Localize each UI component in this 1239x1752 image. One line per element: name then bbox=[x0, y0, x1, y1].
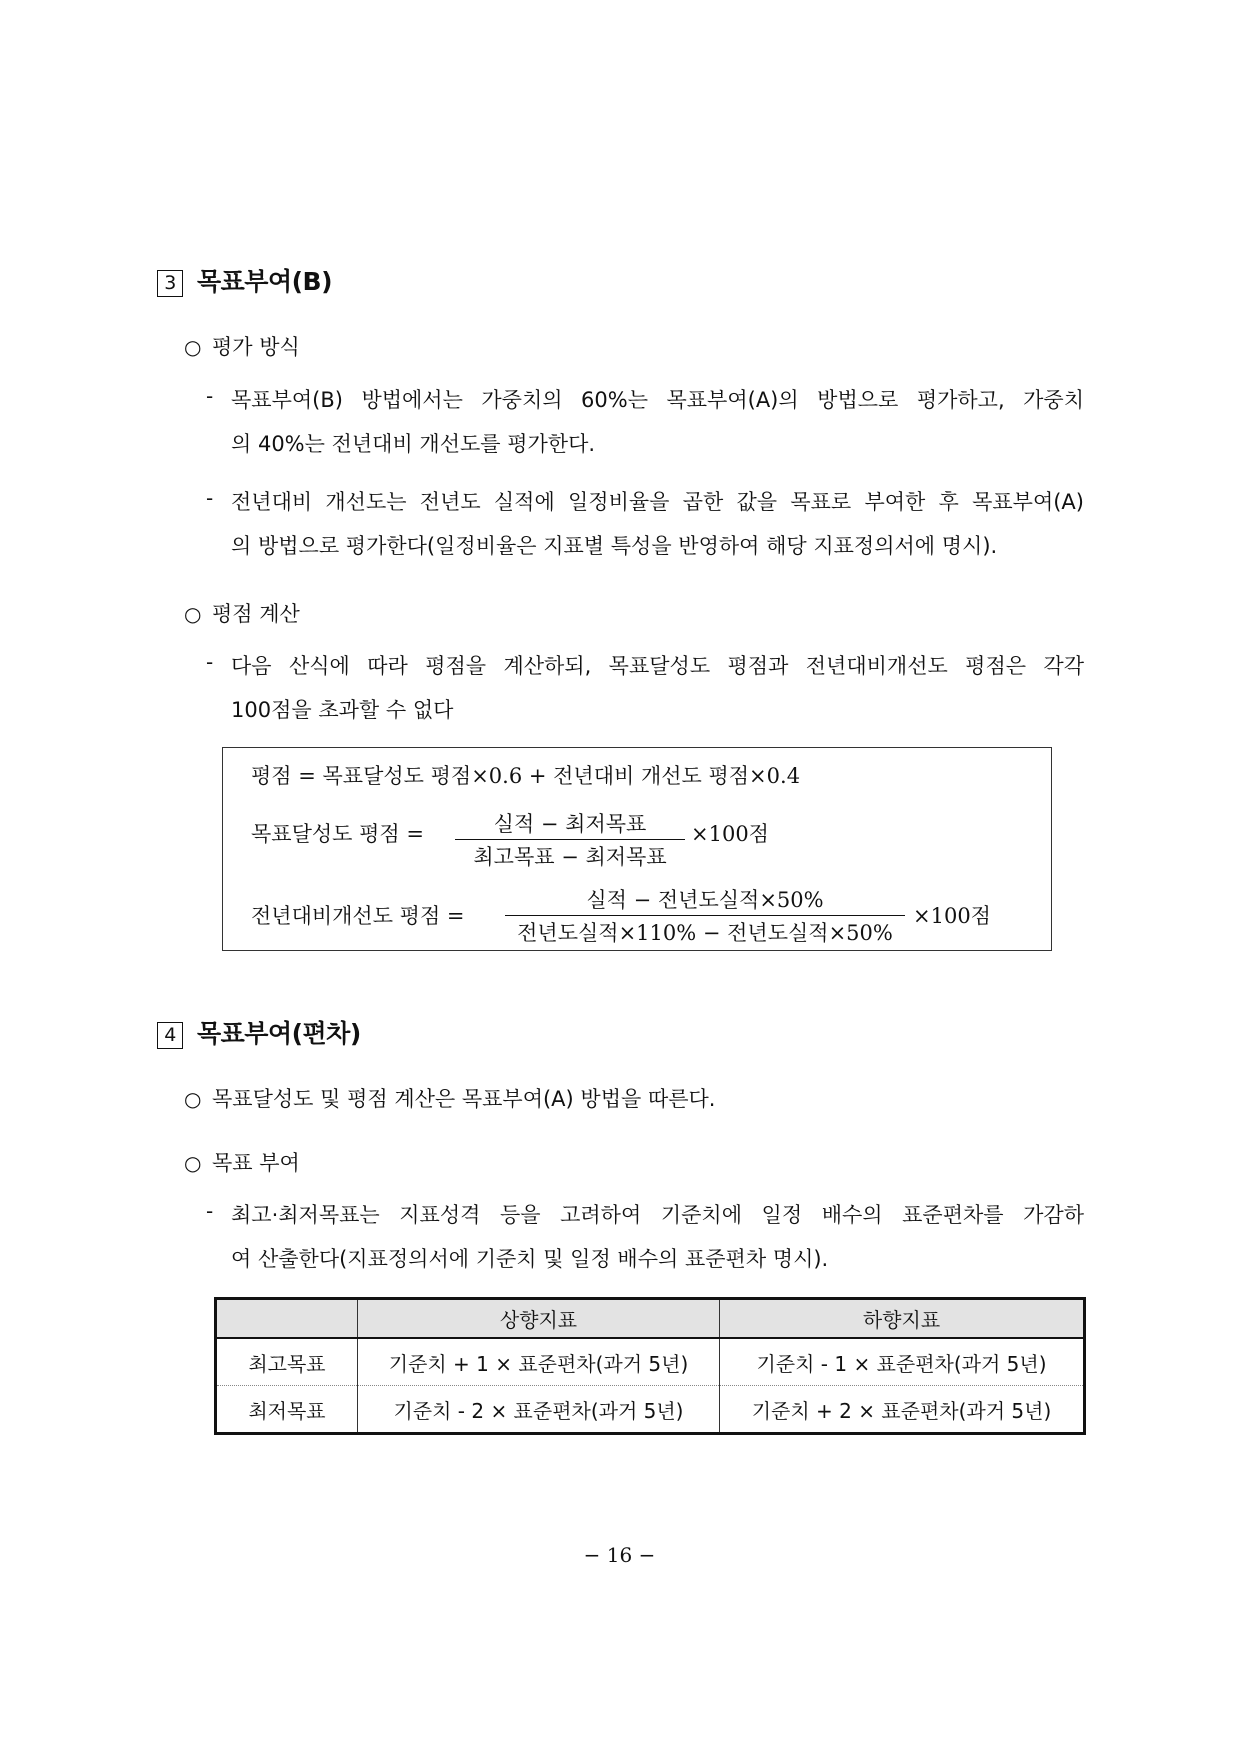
circle-bullet-icon: ○ bbox=[184, 1151, 202, 1175]
formula-improvement-label: 전년대비개선도 평점 = bbox=[251, 904, 465, 928]
dash-bullet-icon: - bbox=[206, 486, 214, 510]
fraction-denominator: 전년도실적×110% − 전년도실적×50% bbox=[517, 921, 893, 945]
bullet-improvement-description: - 전년대비 개선도는 전년도 실적에 일정비율을 곱한 값을 목표로 부여한 후 목표부여(A) 의 방법으로 평가한다(일정비율은 지표별 특성을 반영하여 해당 지표정의서에 명시). bbox=[231, 480, 1084, 568]
section-title: 목표부여(B) bbox=[197, 267, 333, 296]
bullet-target-calculation: - 최고·최저목표는 지표성격 등을 고려하여 기준치에 일정 배수의 표준편차를 가감하 여 산출한다(지표정의서에 기준치 및 일정 배수의 표준편차 명시). bbox=[231, 1193, 1084, 1281]
circle-bullet-icon: ○ bbox=[184, 1087, 202, 1111]
dash-bullet-icon: - bbox=[206, 384, 214, 408]
formula-achievement-multiplier: ×100점 bbox=[691, 822, 769, 846]
formula-improvement-fraction bbox=[505, 884, 905, 947]
bullet-score-rule: - 다음 산식에 따라 평점을 계산하되, 목표달성도 평점과 전년대비개선도 평점은 각각 100점을 초과할 수 없다 bbox=[231, 644, 1084, 732]
table-row-label: 최저목표 bbox=[248, 1398, 326, 1423]
table-header-cell: 하향지표 bbox=[720, 1299, 1085, 1339]
page-number: − 16 − bbox=[583, 1543, 656, 1567]
fraction-numerator: 실적 − 전년도실적×50% bbox=[586, 888, 824, 912]
formula-improvement-multiplier: ×100점 bbox=[913, 904, 991, 928]
table-header-row bbox=[216, 1299, 1085, 1339]
fraction-numerator: 실적 − 최저목표 bbox=[493, 812, 647, 836]
table-cell: 기준치 - 2 × 표준편차(과거 5년) bbox=[357, 1386, 719, 1434]
fraction-denominator: 최고목표 − 최저목표 bbox=[473, 845, 667, 869]
table-row bbox=[216, 1338, 1085, 1386]
target-table bbox=[214, 1297, 1086, 1435]
circle-bullet-icon: ○ bbox=[184, 335, 202, 359]
section-4-heading bbox=[157, 1014, 361, 1050]
formula-total-score: 평점 = 목표달성도 평점×0.6 + 전년대비 개선도 평점×0.4 bbox=[251, 764, 801, 788]
subheading-achievement-rule: ○ 목표달성도 및 평점 계산은 목표부여(A) 방법을 따른다. bbox=[184, 1087, 716, 1111]
table-cell: 기준치 + 2 × 표준편차(과거 5년) bbox=[720, 1386, 1085, 1434]
fraction-bar bbox=[505, 915, 905, 916]
formula-box bbox=[222, 747, 1052, 951]
table-cell: 기준치 + 1 × 표준편차(과거 5년) bbox=[357, 1338, 719, 1386]
section-title: 목표부여(편차) bbox=[197, 1019, 361, 1048]
formula-achievement-fraction bbox=[455, 808, 685, 871]
table-header-cell bbox=[216, 1299, 358, 1339]
section-number-box: 4 bbox=[157, 1022, 183, 1049]
table-row bbox=[216, 1386, 1085, 1434]
bullet-weight-description: - 목표부여(B) 방법에서는 가중치의 60%는 목표부여(A)의 방법으로 평가하고, 가중치 의 40%는 전년대비 개선도를 평가한다. bbox=[231, 378, 1084, 466]
table-cell: 기준치 - 1 × 표준편차(과거 5년) bbox=[720, 1338, 1085, 1386]
dash-bullet-icon: - bbox=[206, 1199, 214, 1223]
formula-achievement-label: 목표달성도 평점 = bbox=[251, 822, 424, 846]
subheading-score-calculation: ○ 평점 계산 bbox=[184, 602, 300, 626]
subheading-target-assignment: ○ 목표 부여 bbox=[184, 1151, 300, 1175]
table-row-label: 최고목표 bbox=[216, 1338, 358, 1386]
subheading-evaluation-method: ○ 평가 방식 bbox=[184, 335, 300, 359]
section-number-box: 3 bbox=[157, 270, 183, 297]
circle-bullet-icon: ○ bbox=[184, 602, 202, 626]
dash-bullet-icon: - bbox=[206, 650, 214, 674]
fraction-bar bbox=[455, 839, 685, 840]
table-header-cell: 상향지표 bbox=[357, 1299, 719, 1339]
section-3-heading bbox=[157, 262, 332, 298]
